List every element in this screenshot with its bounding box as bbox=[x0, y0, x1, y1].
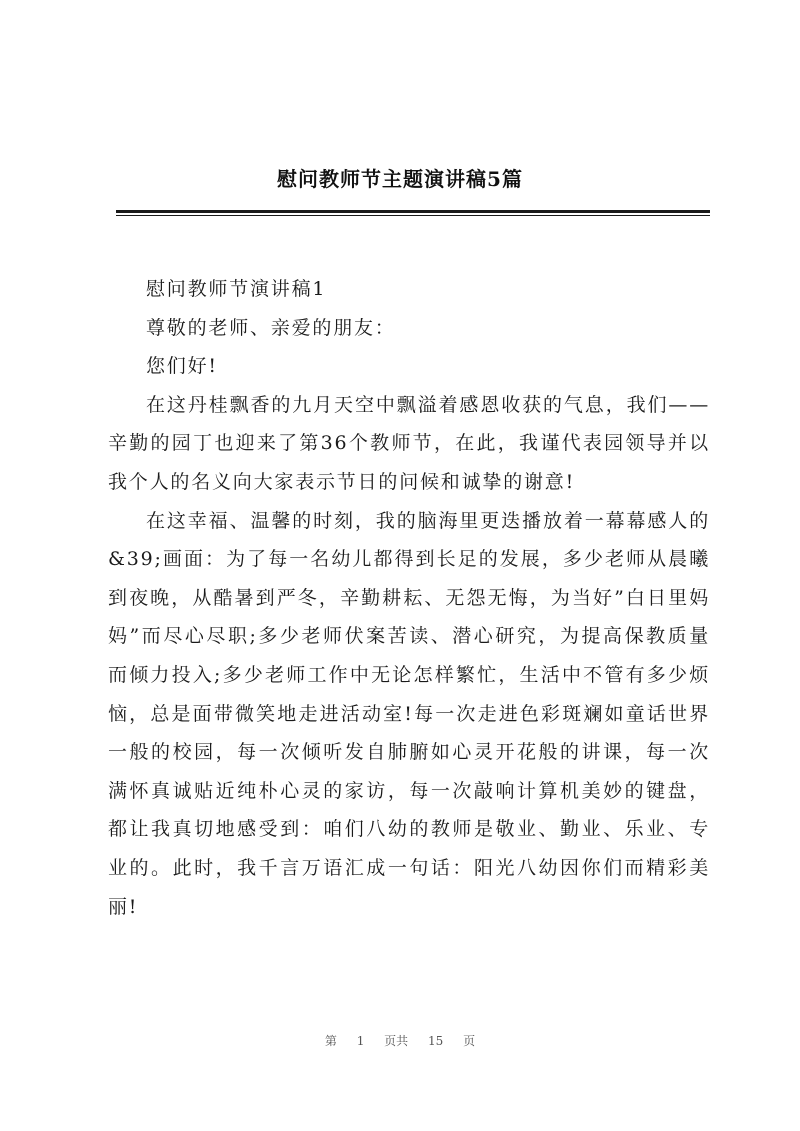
salutation: 尊敬的老师、亲爱的朋友： bbox=[146, 316, 396, 339]
footer-middle: 页共 bbox=[384, 1034, 409, 1048]
footer-total-pages: 15 bbox=[428, 1034, 444, 1048]
paragraph-intro: 在这丹桂飘香的九月天空中飘溢着感恩收获的气息，我们——辛勤的园丁也迎来了第36个教师节，在此，我谨代表园领导并以我个人的名义向大家表示节日的问候和诚挚的谢意! bbox=[108, 393, 710, 493]
footer-current-page: 1 bbox=[356, 1034, 365, 1048]
document-title: 慰问教师节主题演讲稿5篇 bbox=[277, 167, 523, 191]
title-divider-thin bbox=[116, 215, 710, 216]
footer-prefix: 第 bbox=[324, 1034, 337, 1048]
page-footer bbox=[0, 1032, 800, 1049]
paragraph-main: 在这幸福、温馨的时刻，我的脑海里更迭播放着一幕幕感人的&39;画面：为了每一名幼儿都得到长足的发展，多少老师从晨曦到夜晚，从酷暑到严冬，辛勤耕耘、无怨无悔，为当好”白日里妈妈”而尽心尽职;多少老师伏案苦读、潜心研究，为提高保教质量而倾力投入;多少老师工作中无论怎样繁忙，生活中不管有多少烦恼，总是面带微笑地走进活动室!每一次走进色彩斑斓如童话世界一般的校园，每一次倾听发自肺腑如心灵开花般的讲课，每一次满怀真诚贴近纯朴心灵的家访，每一次敲响计算机美妙的键盘，都让我真切地感受到：咱们八幼的教师是敬业、勤业、乐业、专业的。此时，我千言万语汇成一句话：阳光八幼因你们而精彩美丽! bbox=[108, 509, 710, 918]
section-heading: 慰问教师节演讲稿1 bbox=[146, 278, 327, 300]
footer-suffix: 页 bbox=[463, 1034, 476, 1048]
greeting: 您们好! bbox=[146, 355, 218, 378]
document-body bbox=[108, 270, 710, 926]
title-divider-thick bbox=[116, 210, 710, 213]
